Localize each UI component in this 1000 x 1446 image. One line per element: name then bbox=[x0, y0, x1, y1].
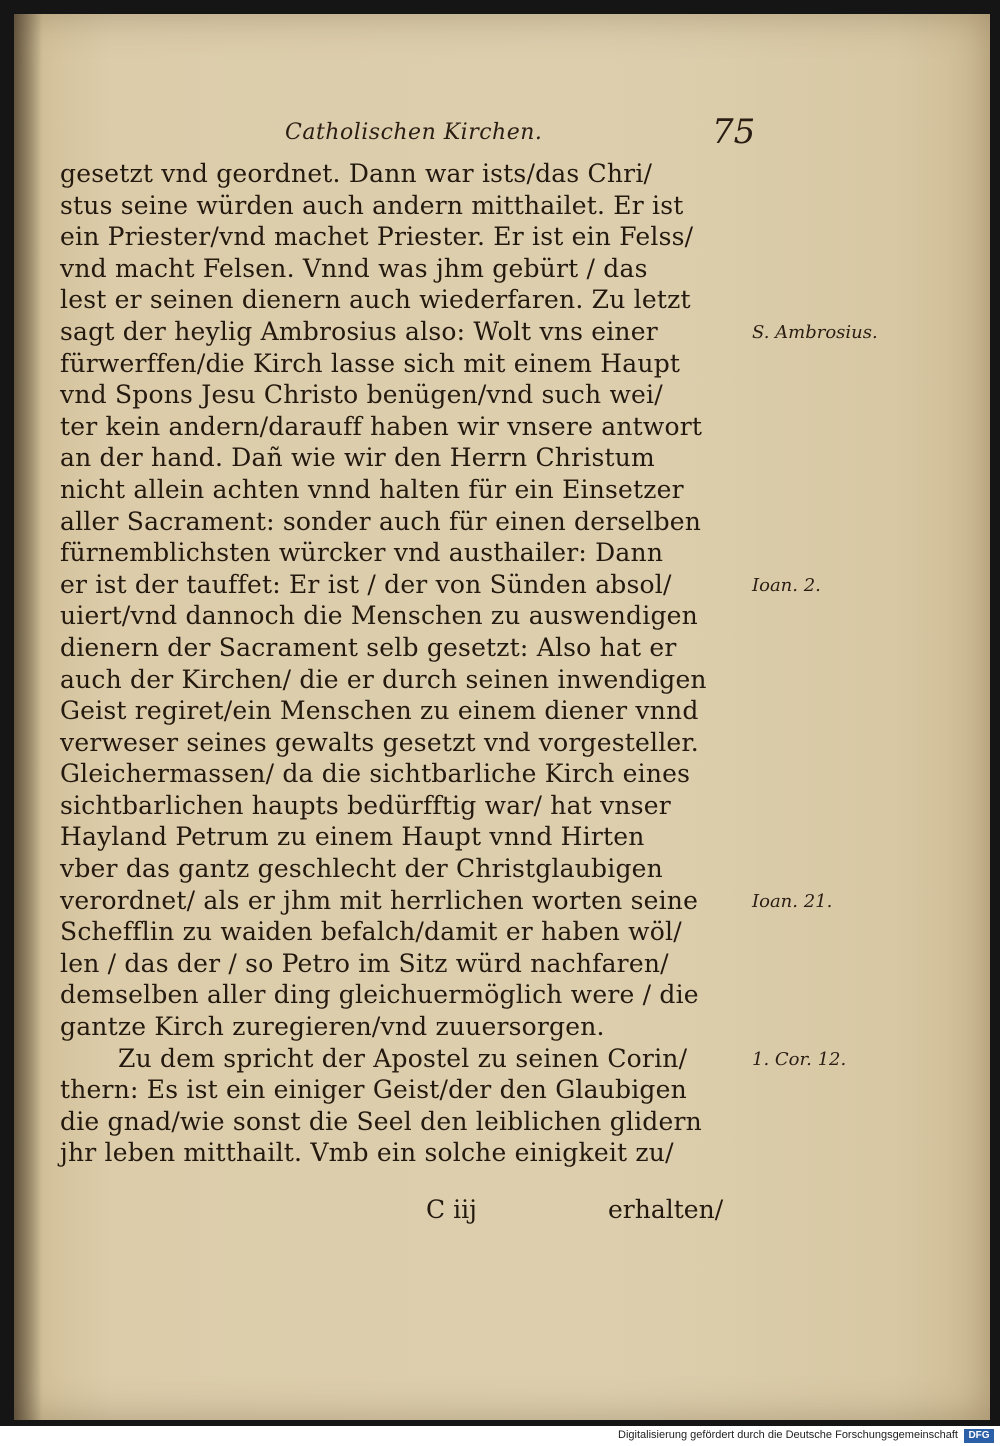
text-line: die gnad/wie sonst die Seel den leiblichen glidern bbox=[60, 1106, 702, 1136]
text-line: gesetzt vnd geordnet. Dann war ists/das Chri/ bbox=[60, 159, 653, 188]
text-line: sichtbarlichen haupts bedürfftig war/ hat vnser bbox=[60, 790, 671, 820]
text-line: fürwerffen/die Kirch lasse sich mit einem Haupt bbox=[60, 348, 681, 378]
margin-note: Ioan. 2. bbox=[752, 574, 821, 596]
page-header bbox=[0, 112, 1000, 156]
text-line: len / das der / so Petro im Sitz würd nachfaren/ bbox=[60, 948, 669, 978]
text-line: vnd macht Felsen. Vnnd was jhm gebürt / das bbox=[60, 253, 648, 283]
text-line: Geist regiret/ein Menschen zu einem diener vnnd bbox=[60, 696, 699, 726]
text-line: vnd Spons Jesu Christo benügen/vnd such wei/ bbox=[60, 380, 663, 410]
text-line: stus seine würden auch andern mitthailet. Er ist bbox=[60, 190, 684, 220]
running-title: Catholischen Kirchen. bbox=[285, 120, 543, 145]
text-line: jhr leben mitthailt. Vmb ein solche einigkeit zu/ bbox=[60, 1138, 674, 1168]
text-line: lest er seinen dienern auch wiederfaren. Zu letzt bbox=[60, 285, 691, 315]
page-number: 75 bbox=[712, 112, 756, 152]
body-text bbox=[60, 158, 750, 1169]
text-line: an der hand. Dañ wie wir den Herrn Christum bbox=[60, 443, 655, 473]
signature-mark: C iij bbox=[426, 1195, 477, 1224]
text-line: ter kein andern/darauff haben wir vnsere antwort bbox=[60, 411, 703, 441]
text-line: verordnet/ als er jhm mit herrlichen worten seine bbox=[60, 885, 699, 915]
text-line: dienern der Sacrament selb gesetzt: Also hat er bbox=[60, 632, 677, 662]
text-line: Hayland Petrum zu einem Haupt vnnd Hirten bbox=[60, 822, 645, 852]
text-line: aller Sacrament: sonder auch für einen derselben bbox=[60, 506, 702, 536]
dfg-logo: DFG bbox=[964, 1429, 994, 1443]
margin-note: 1. Cor. 12. bbox=[752, 1048, 847, 1070]
text-line: auch der Kirchen/ die er durch seinen inwendigen bbox=[60, 664, 707, 694]
margin-note: S. Ambrosius. bbox=[752, 322, 878, 343]
text-line: Gleichermassen/ da die sichtbarliche Kirch eines bbox=[60, 759, 691, 789]
text-line: gantze Kirch zuregieren/vnd zuuersorgen. bbox=[60, 1012, 605, 1042]
text-line: verweser seines gewalts gesetzt vnd vorgesteller. bbox=[60, 727, 699, 757]
text-line: vber das gantz geschlecht der Christglaubigen bbox=[60, 854, 663, 884]
dfg-credit-bar bbox=[0, 1426, 1000, 1446]
text-line: sagt der heylig Ambrosius also: Wolt vns einer bbox=[60, 316, 658, 346]
text-line: ein Priester/vnd machet Priester. Er ist ein Felss/ bbox=[60, 222, 694, 252]
margin-note: Ioan. 21. bbox=[752, 890, 833, 912]
text-line: fürnemblichsten würcker vnd austhailer: Dann bbox=[60, 538, 664, 568]
page-footer bbox=[60, 1195, 750, 1227]
text-line: uiert/vnd dannoch die Menschen zu auswendigen bbox=[60, 601, 698, 631]
text-line: thern: Es ist ein einiger Geist/der den Glaubigen bbox=[60, 1075, 687, 1105]
text-line: demselben aller ding gleichuermöglich were / die bbox=[60, 980, 699, 1010]
text-line: nicht allein achten vnnd halten für ein Einsetzer bbox=[60, 474, 684, 504]
text-line: er ist der tauffet: Er ist / der von Sünden absol/ bbox=[60, 569, 672, 599]
catchword: erhalten/ bbox=[608, 1195, 724, 1224]
gutter-shadow bbox=[14, 14, 42, 1420]
dfg-credit-text: Digitalisierung gefördert durch die Deutsche Forschungsgemeinschaft bbox=[618, 1429, 958, 1441]
text-line: Schefflin zu waiden befalch/damit er haben wöl/ bbox=[60, 917, 682, 947]
text-line: Zu dem spricht der Apostel zu seinen Corin/ bbox=[118, 1043, 688, 1073]
